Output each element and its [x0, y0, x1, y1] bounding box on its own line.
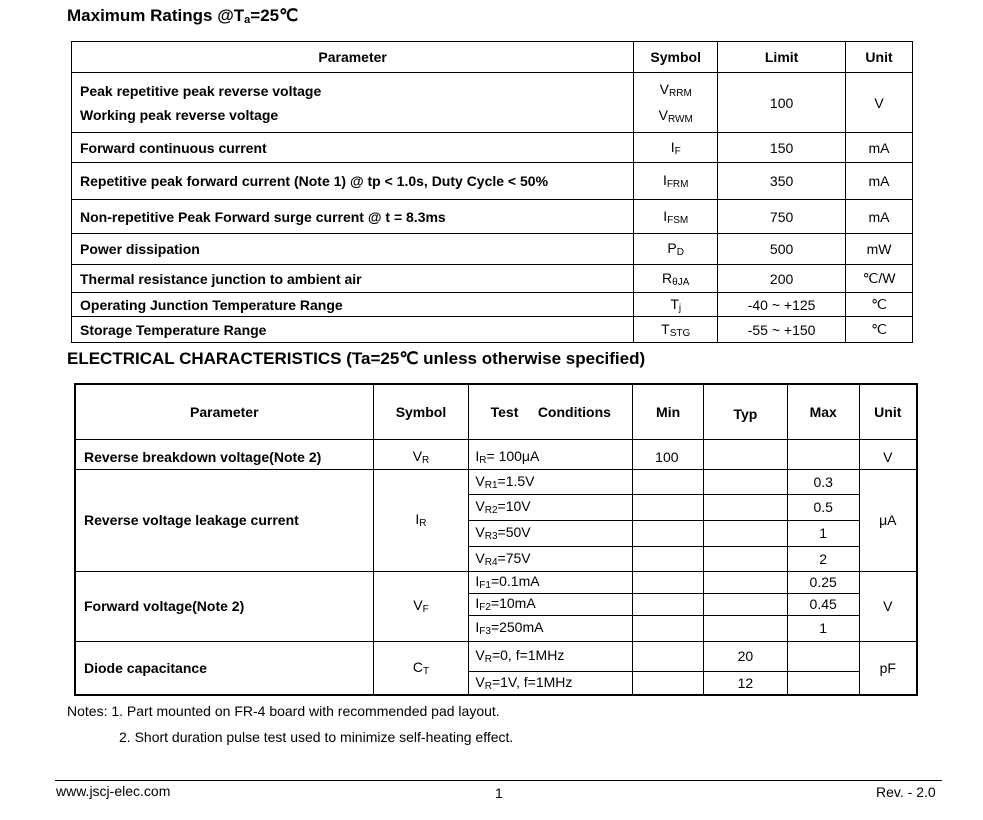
electrical-title: ELECTRICAL CHARACTERISTICS (Ta=25℃ unless otherwise specified) [67, 349, 646, 368]
limit-cell: 350 [718, 163, 846, 200]
limit-cell: 150 [718, 133, 846, 163]
unit-cell: V [859, 439, 917, 469]
header-test-conditions: Test Conditions [469, 384, 633, 439]
header-symbol: Symbol [373, 384, 469, 439]
symbol-cell: $P_D$ [634, 234, 718, 265]
max-cell: 1 [787, 615, 859, 641]
table-row [72, 234, 913, 265]
condition-cell: $I_R= 100\mu A$ [469, 439, 633, 469]
table-row [72, 293, 913, 317]
param-cell: Thermal resistance junction to ambient air [72, 265, 634, 293]
header-parameter: Parameter [75, 384, 373, 439]
limit-cell: -55 ~ +150 [718, 317, 846, 343]
note-1: Notes: 1. Part mounted on FR-4 board with recommended pad layout. [67, 703, 500, 719]
param-cell: Forward continuous current [72, 133, 634, 163]
header-unit: Unit [859, 384, 917, 439]
max-ratings-table [71, 41, 913, 343]
electrical-table [74, 383, 918, 696]
table-row [72, 163, 913, 200]
table-row [72, 73, 913, 133]
param-cell: Forward voltage(Note 2) [75, 571, 373, 641]
unit-cell: ℃/W [846, 265, 913, 293]
param-cell: Power dissipation [72, 234, 634, 265]
revision: Rev. - 2.0 [876, 784, 936, 800]
unit-cell: mA [846, 163, 913, 200]
symbol-cell: $T_{STG}$ [634, 317, 718, 343]
symbol-cell: $I_{FSM}$ [634, 200, 718, 234]
symbol-cell: $I_R$ [373, 469, 469, 571]
table-row [75, 641, 917, 671]
page-number: 1 [495, 785, 503, 801]
header-max: Max [787, 384, 859, 439]
unit-cell: mW [846, 234, 913, 265]
condition-cell: $I_{F1}=0.1mA$ [469, 571, 633, 593]
param-cell: Working peak reverse voltage [80, 106, 279, 123]
unit-cell: pF [859, 641, 917, 695]
max-cell: 1 [787, 520, 859, 546]
symbol-cell: $C_T$ [373, 641, 469, 695]
condition-cell: $V_R=1V$, f=1MHz [469, 671, 633, 695]
footer-url[interactable]: www.jscj-elec.com [56, 783, 171, 799]
max-cell: 0.45 [787, 593, 859, 615]
param-cell: Operating Junction Temperature Range [72, 293, 634, 317]
condition-cell: $I_{F2}=10mA$ [469, 593, 633, 615]
note-2: 2. Short duration pulse test used to minimize self-heating effect. [119, 729, 514, 745]
unit-cell: mA [846, 200, 913, 234]
param-cell: Non-repetitive Peak Forward surge current @ t = 8.3ms [72, 200, 634, 234]
param-cell: Peak repetitive peak reverse voltage [80, 82, 322, 99]
table-row [75, 439, 917, 469]
table-row [72, 265, 913, 293]
unit-cell: ℃ [846, 293, 913, 317]
condition-cell: $V_{R2}=10V$ [469, 494, 633, 520]
typ-cell: 20 [704, 641, 788, 671]
max-cell: 0.25 [787, 571, 859, 593]
symbol-cell: $I_{FRM}$ [634, 163, 718, 200]
unit-cell: ℃ [846, 317, 913, 343]
table-row [75, 571, 917, 593]
symbol-cell: $V_F$ [373, 571, 469, 641]
unit-cell: V [846, 73, 913, 133]
limit-cell: -40 ~ +125 [718, 293, 846, 317]
header-limit: Limit [718, 42, 846, 73]
limit-cell: 100 [718, 73, 846, 133]
table-row [75, 469, 917, 494]
param-cell: Reverse voltage leakage current [75, 469, 373, 571]
table-row [72, 133, 913, 163]
max-cell: 0.5 [787, 494, 859, 520]
symbol-cell: $I_F$ [634, 133, 718, 163]
condition-cell: $V_{R1}=1.5V$ [469, 469, 633, 494]
header-min: Min [633, 384, 704, 439]
header-typ: Typ [704, 384, 788, 439]
header-parameter: Parameter [72, 42, 634, 73]
table-row [72, 200, 913, 234]
unit-cell: mA [846, 133, 913, 163]
condition-cell: $I_{F3}=250mA$ [469, 615, 633, 641]
symbol-cell: $V_{RWM}$ [658, 106, 693, 125]
condition-cell: $V_R=0$, f=1MHz [469, 641, 633, 671]
header-symbol: Symbol [634, 42, 718, 73]
symbol-cell: $V_{RRM}$ [659, 80, 692, 99]
symbol-cell: $T_j$ [634, 293, 718, 317]
table-row [72, 317, 913, 343]
param-cell: Storage Temperature Range [72, 317, 634, 343]
param-cell: Diode capacitance [75, 641, 373, 695]
unit-cell: V [859, 571, 917, 641]
condition-cell: $V_{R3}=50V$ [469, 520, 633, 546]
limit-cell: 750 [718, 200, 846, 234]
max-cell: 0.3 [787, 469, 859, 494]
param-cell: Repetitive peak forward current (Note 1) @ tp < 1.0s, Duty Cycle < 50% [72, 163, 634, 200]
min-cell: 100 [633, 439, 704, 469]
max-cell: 2 [787, 546, 859, 571]
limit-cell: 200 [718, 265, 846, 293]
limit-cell: 500 [718, 234, 846, 265]
ratings-title: Maximum Ratings $@T_a=25℃$ [67, 6, 299, 26]
header-unit: Unit [846, 42, 913, 73]
typ-cell: 12 [704, 671, 788, 695]
param-cell: Reverse breakdown voltage(Note 2) [75, 439, 373, 469]
unit-cell: μA [859, 469, 917, 571]
symbol-cell: $V_R$ [373, 439, 469, 469]
footer-divider [55, 780, 942, 781]
symbol-cell: $R_{\theta JA}$ [634, 265, 718, 293]
condition-cell: $V_{R4}=75V$ [469, 546, 633, 571]
